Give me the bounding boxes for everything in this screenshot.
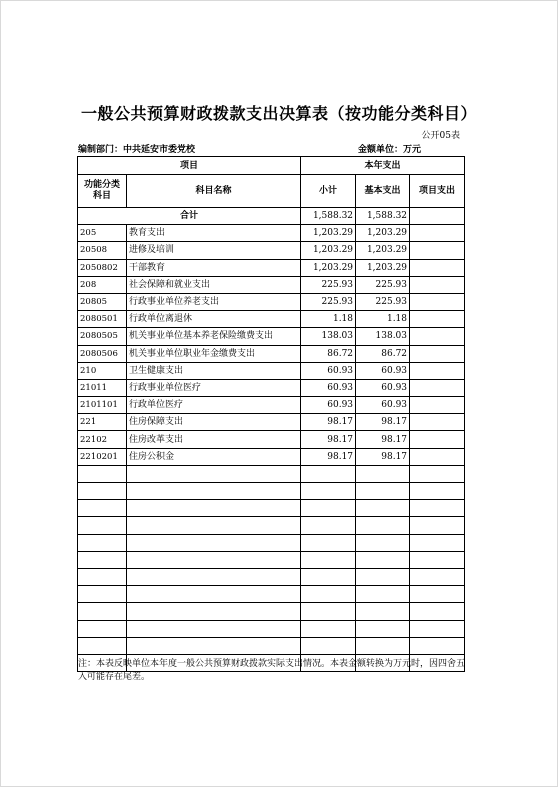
name-cell: 机关事业单位职业年金缴费支出 (127, 345, 301, 362)
project-cell (410, 586, 465, 603)
header-current-year: 本年支出 (301, 157, 465, 175)
total-basic: 1,588.32 (356, 208, 410, 225)
code-cell: 20508 (78, 242, 127, 259)
subtotal-cell: 1,203.29 (301, 225, 356, 242)
code-cell (78, 603, 127, 620)
basic-cell (356, 603, 410, 620)
table-row (78, 500, 465, 517)
project-cell (410, 448, 465, 465)
table-row (78, 362, 465, 379)
header-row-1 (78, 157, 465, 175)
basic-cell: 60.93 (356, 379, 410, 396)
code-cell (78, 483, 127, 500)
subtotal-cell: 225.93 (301, 276, 356, 293)
project-cell (410, 259, 465, 276)
header-func-code: 功能分类科目 (78, 175, 127, 208)
subtotal-cell: 1,203.29 (301, 242, 356, 259)
table-row (78, 379, 465, 396)
basic-cell: 225.93 (356, 276, 410, 293)
total-subtotal: 1,588.32 (301, 208, 356, 225)
project-cell (410, 637, 465, 654)
project-cell (410, 500, 465, 517)
name-cell (127, 568, 301, 585)
code-cell: 2080501 (78, 311, 127, 328)
table-row (78, 242, 465, 259)
code-cell: 21011 (78, 379, 127, 396)
header-subtotal: 小计 (301, 175, 356, 208)
department-name: 中共延安市委党校 (123, 145, 196, 155)
code-cell (78, 534, 127, 551)
table-row (78, 637, 465, 654)
unit-label: 金额单位：万元 (357, 145, 421, 155)
basic-cell: 98.17 (356, 448, 410, 465)
table-row (78, 517, 465, 534)
basic-cell (356, 483, 410, 500)
name-cell (127, 534, 301, 551)
table-row (78, 448, 465, 465)
code-cell: 2210201 (78, 448, 127, 465)
name-cell: 进修及培训 (127, 242, 301, 259)
header-item: 项目 (78, 157, 301, 175)
subtotal-cell: 60.93 (301, 379, 356, 396)
table-row (78, 483, 465, 500)
table-row (78, 586, 465, 603)
code-cell (78, 620, 127, 637)
basic-cell (356, 465, 410, 482)
project-cell (410, 517, 465, 534)
name-cell: 卫生健康支出 (127, 362, 301, 379)
name-cell: 机关事业单位基本养老保险缴费支出 (127, 328, 301, 345)
project-cell (410, 311, 465, 328)
name-cell: 行政单位医疗 (127, 397, 301, 414)
page-title: 一般公共预算财政拨款支出决算表（按功能分类科目） (80, 104, 477, 123)
code-cell (78, 465, 127, 482)
total-label: 合计 (78, 208, 301, 225)
name-cell: 社会保障和就业支出 (127, 276, 301, 293)
project-cell (410, 242, 465, 259)
code-cell (78, 568, 127, 585)
subtotal-cell (301, 465, 356, 482)
table-row (78, 259, 465, 276)
project-cell (410, 620, 465, 637)
basic-cell: 1,203.29 (356, 259, 410, 276)
basic-cell (356, 568, 410, 585)
basic-cell: 98.17 (356, 414, 410, 431)
code-cell (78, 586, 127, 603)
code-cell: 210 (78, 362, 127, 379)
table-row (78, 225, 465, 242)
name-cell: 住房保障支出 (127, 414, 301, 431)
project-cell (410, 603, 465, 620)
table-row (78, 603, 465, 620)
table-row (78, 465, 465, 482)
total-row (78, 208, 465, 225)
subtotal-cell (301, 500, 356, 517)
basic-cell (356, 586, 410, 603)
basic-cell (356, 637, 410, 654)
header-row-2 (78, 175, 465, 208)
header-project: 项目支出 (410, 175, 465, 208)
table-row (78, 620, 465, 637)
subtotal-cell: 98.17 (301, 414, 356, 431)
subtotal-cell (301, 517, 356, 534)
table-row (78, 328, 465, 345)
code-cell: 2080506 (78, 345, 127, 362)
table-row (78, 397, 465, 414)
basic-cell: 1,203.29 (356, 242, 410, 259)
footnote: 注：本表反映单位本年度一般公共预算财政拨款实际支出情况。本表金额转换为万元时，因四舍五入可能存在尾差。 (78, 659, 466, 682)
name-cell: 行政事业单位养老支出 (127, 293, 301, 310)
code-cell: 22102 (78, 431, 127, 448)
basic-cell: 1.18 (356, 311, 410, 328)
subtotal-cell (301, 637, 356, 654)
subtotal-cell (301, 586, 356, 603)
code-cell (78, 500, 127, 517)
project-cell (410, 328, 465, 345)
code-cell: 205 (78, 225, 127, 242)
doc-code: 公开05表 (421, 131, 460, 141)
code-cell (78, 517, 127, 534)
subtotal-cell: 98.17 (301, 431, 356, 448)
code-cell: 221 (78, 414, 127, 431)
project-cell (410, 483, 465, 500)
name-cell (127, 603, 301, 620)
subtotal-cell: 60.93 (301, 397, 356, 414)
code-cell (78, 637, 127, 654)
table-row (78, 551, 465, 568)
project-cell (410, 276, 465, 293)
department-line (78, 142, 195, 155)
name-cell: 行政事业单位医疗 (127, 379, 301, 396)
subtotal-cell: 98.17 (301, 448, 356, 465)
subtotal-cell: 86.72 (301, 345, 356, 362)
code-cell: 20805 (78, 293, 127, 310)
basic-cell: 60.93 (356, 362, 410, 379)
subtotal-cell (301, 568, 356, 585)
table-row (78, 311, 465, 328)
project-cell (410, 534, 465, 551)
table-row (78, 276, 465, 293)
name-cell (127, 620, 301, 637)
name-cell (127, 517, 301, 534)
project-cell (410, 465, 465, 482)
name-cell (127, 637, 301, 654)
name-cell (127, 586, 301, 603)
code-cell: 2101101 (78, 397, 127, 414)
code-cell: 208 (78, 276, 127, 293)
table-row (78, 568, 465, 585)
total-project (410, 208, 465, 225)
subtotal-cell (301, 620, 356, 637)
project-cell (410, 362, 465, 379)
header-basic: 基本支出 (356, 175, 410, 208)
basic-cell: 86.72 (356, 345, 410, 362)
basic-cell: 98.17 (356, 431, 410, 448)
name-cell: 行政单位离退休 (127, 311, 301, 328)
table-row (78, 293, 465, 310)
subtotal-cell (301, 534, 356, 551)
subtotal-cell (301, 551, 356, 568)
basic-cell: 1,203.29 (356, 225, 410, 242)
subtotal-cell: 1.18 (301, 311, 356, 328)
header-subject-name: 科目名称 (127, 175, 301, 208)
basic-cell (356, 500, 410, 517)
basic-cell: 138.03 (356, 328, 410, 345)
name-cell: 教育支出 (127, 225, 301, 242)
basic-cell: 60.93 (356, 397, 410, 414)
project-cell (410, 225, 465, 242)
project-cell (410, 345, 465, 362)
name-cell: 住房改革支出 (127, 431, 301, 448)
name-cell: 干部教育 (127, 259, 301, 276)
name-cell (127, 500, 301, 517)
basic-cell (356, 620, 410, 637)
subtotal-cell: 1,203.29 (301, 259, 356, 276)
basic-cell (356, 517, 410, 534)
table-row (78, 534, 465, 551)
project-cell (410, 568, 465, 585)
basic-cell (356, 551, 410, 568)
table-row (78, 431, 465, 448)
project-cell (410, 551, 465, 568)
name-cell: 住房公积金 (127, 448, 301, 465)
subtotal-cell (301, 603, 356, 620)
project-cell (410, 379, 465, 396)
department-label: 编制部门： (78, 145, 124, 155)
subtotal-cell: 225.93 (301, 293, 356, 310)
name-cell (127, 551, 301, 568)
code-cell (78, 551, 127, 568)
subtotal-cell (301, 483, 356, 500)
name-cell (127, 465, 301, 482)
basic-cell (356, 534, 410, 551)
code-cell: 2080505 (78, 328, 127, 345)
subtotal-cell: 60.93 (301, 362, 356, 379)
basic-cell: 225.93 (356, 293, 410, 310)
table-row (78, 414, 465, 431)
project-cell (410, 431, 465, 448)
project-cell (410, 293, 465, 310)
table-row (78, 345, 465, 362)
project-cell (410, 414, 465, 431)
code-cell: 2050802 (78, 259, 127, 276)
subtotal-cell: 138.03 (301, 328, 356, 345)
expenditure-table (77, 156, 465, 672)
name-cell (127, 483, 301, 500)
project-cell (410, 397, 465, 414)
